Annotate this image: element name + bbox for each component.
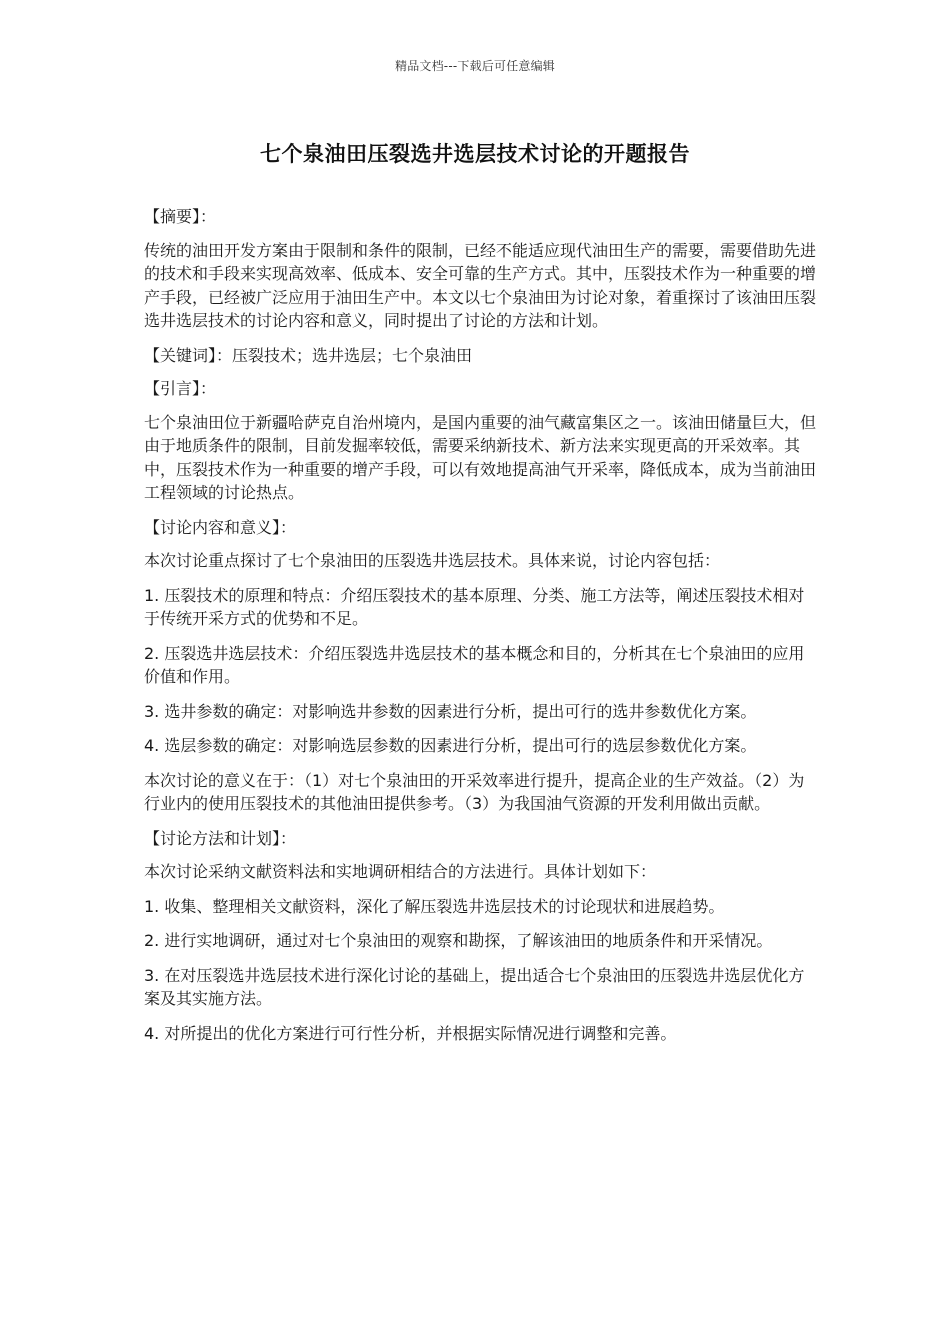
keywords-line: 【关键词】：压裂技术；选井选层；七个泉油田 [144,345,473,365]
content-intro: 本次讨论重点探讨了七个泉油田的压裂选井选层技术。具体来说，讨论内容包括： [144,551,721,570]
abstract-heading: 【摘要】： [144,207,217,226]
content-heading: 【讨论内容和意义】： [144,517,297,537]
content-item: 1. 压裂技术的原理和特点：介绍压裂技术的基本原理、分类、施工方法等，阐述压裂技术相对于传统开采方式的优势和不足。 [144,585,805,628]
methods-intro: 本次讨论采纳文献资料法和实地调研相结合的方法进行。具体计划如下： [144,862,657,881]
methods-item: 2. 进行实地调研，通过对七个泉油田的观察和勘探，了解该油田的地质条件和开采情况。 [144,931,773,950]
abstract-text: 传统的油田开发方案由于限制和条件的限制，已经不能适应现代油田生产的需要，需要借助先进的技术和手段来实现高效率、低成本、安全可靠的生产方式。其中，压裂技术作为一种重要的增产手段，已经被广泛应用于油田生产中。本文以七个泉油田为讨论对象，着重探讨了该油田压裂选井选层技术的讨论内容和意义，同时提出了讨论的方法和计划。 [144,240,817,330]
methods-item: 4. 对所提出的优化方案进行可行性分析，并根据实际情况进行调整和完善。 [144,1023,677,1043]
introduction-heading: 【引言】： [144,379,217,398]
methods-item: 1. 收集、整理相关文献资料，深化了解压裂选井选层技术的讨论现状和进展趋势。 [144,896,725,916]
methods-heading: 【讨论方法和计划】： [144,828,297,848]
document-body [144,205,816,1056]
content-item: 3. 选井参数的确定：对影响选井参数的因素进行分析，提出可行的选井参数优化方案。 [144,701,757,721]
document-title: 七个泉油田压裂选井选层技术讨论的开题报告 [260,142,690,166]
methods-item: 3. 在对压裂选井选层技术进行深化讨论的基础上，提出适合七个泉油田的压裂选井选层优化方案及其实施方法。 [144,965,805,1008]
introduction-text: 七个泉油田位于新疆哈萨克自治州境内，是国内重要的油气藏富集区之一。该油田储量巨大，但由于地质条件的限制，目前发掘率较低，需要采纳新技术、新方法来实现更高的开采效率。其中，压裂技术作为一种重要的增产手段，可以有效地提高油气开采率，降低成本，成为当前油田工程领域的讨论热点。 [144,412,817,502]
significance-text: 本次讨论的意义在于：（1）对七个泉油田的开采效率进行提升，提高企业的生产效益。（2）为行业内的使用压裂技术的其他油田提供参考。（3）为我国油气资源的开发利用做出贡献。 [144,770,805,813]
page-header: 精品文档---下载后可任意编辑 [395,59,555,73]
content-item: 2. 压裂选井选层技术：介绍压裂选井选层技术的基本概念和目的，分析其在七个泉油田的应用价值和作用。 [144,643,805,686]
content-item: 4. 选层参数的确定：对影响选层参数的因素进行分析，提出可行的选层参数优化方案。 [144,736,757,755]
